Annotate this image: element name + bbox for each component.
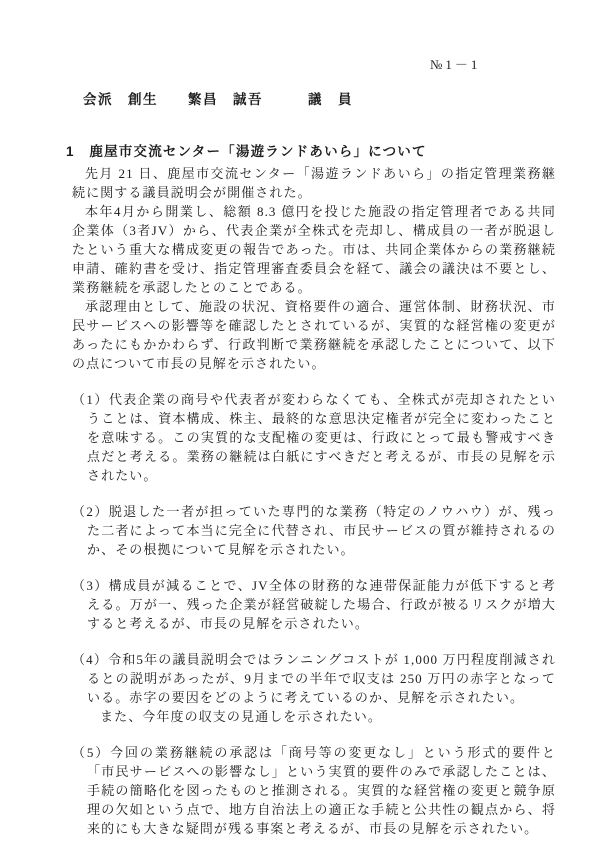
question-number: （5）	[72, 745, 111, 760]
question-item-2	[72, 502, 556, 559]
question-item-3	[72, 576, 556, 633]
question-text: 今回の業務継続の承認は「商号等の変更なし」という形式的要件と「市民サービスへの影響なし」という実質的要件のみで承認したことは、手続の簡略化を図ったものと推測される。実質的な経営権の変更と競争原理の欠如という点で、地方自治法上の適正な手続と公共性の観点から、将来的にも大きな疑問が残る事案と考えるが、市長の見解を示されたい。	[87, 745, 556, 836]
question-number: （1）	[72, 392, 109, 407]
question-text-continued: また、今年度の収支の見通しを示されたい。	[100, 709, 383, 724]
question-text: 脱退した一者が担っていた専門的な業務（特定のノウハウ）が、残った二者によって本当に完全に代替され、市民サービスの質が維持されるのか、その根拠について見解を示されたい。	[87, 504, 556, 557]
question-text: 令和5年の議員説明会ではランニングコストが 1,000 万円程度削減されるとの説明があったが、9月までの半年で収支は 250 万円の赤字となっている。赤字の要因をどのように考えているのか、見解を示されたい。	[87, 652, 556, 705]
question-item-5	[72, 743, 556, 838]
question-text: 構成員が減ることで、JV全体の財務的な連帯保証能力が低下すると考える。万が一、残った企業が経営破綻した場合、行政が被るリスクが増大すると考えるが、市長の見解を示されたい。	[87, 578, 556, 631]
question-item-4	[72, 650, 556, 726]
intro-paragraph: 先月 21 日、鹿屋市交流センター「湯遊ランドあいら」の指定管理業務継続に関する議員説明会が開催された。	[72, 166, 556, 200]
question-number: （2）	[72, 504, 109, 519]
question-number: （3）	[72, 578, 109, 593]
question-number: （4）	[72, 652, 109, 667]
doc-number: №1－1	[430, 57, 481, 72]
question-item-1	[72, 390, 556, 485]
intro-paragraph: 本年4月から開業し、総額 8.3 億円を投じた施設の指定管理者である共同企業体（3者JV）から、代表企業が全株式を売却し、構成員の一者が脱退したという重大な構成変更の報告であった。市は、共同企業体からの業務継続申請、確約書を受け、指定管理審査委員会を経て、議会の議決は不要とし、業務継続を承認したとのことである。	[72, 204, 556, 295]
document-body	[66, 142, 556, 838]
intro-paragraph: 承認理由として、施設の状況、資格要件の適合、運営体制、財務状況、市民サービスへの影響等を確認したとされているが、実質的な経営権の変更があったにもかかわらず、行政判断で業務継続を承認したことについて、以下の点について市長の見解を示されたい。	[72, 299, 556, 371]
body-text	[66, 164, 556, 838]
page-title: 1 鹿屋市交流センター「湯遊ランドあいら」について	[66, 144, 427, 159]
author-line: 会派 創生 繁昌 誠吾 議 員	[83, 92, 353, 107]
question-text: 代表企業の商号や代表者が変わらなくても、全株式が売却されたということは、資本構成、株主、最終的な意思決定権者が完全に変わったことを意味する。この実質的な支配権の変更は、行政にとって最も警戒すべき点だと考える。業務の継続は白紙にすべきだと考えるが、市長の見解を示されたい。	[87, 392, 556, 483]
